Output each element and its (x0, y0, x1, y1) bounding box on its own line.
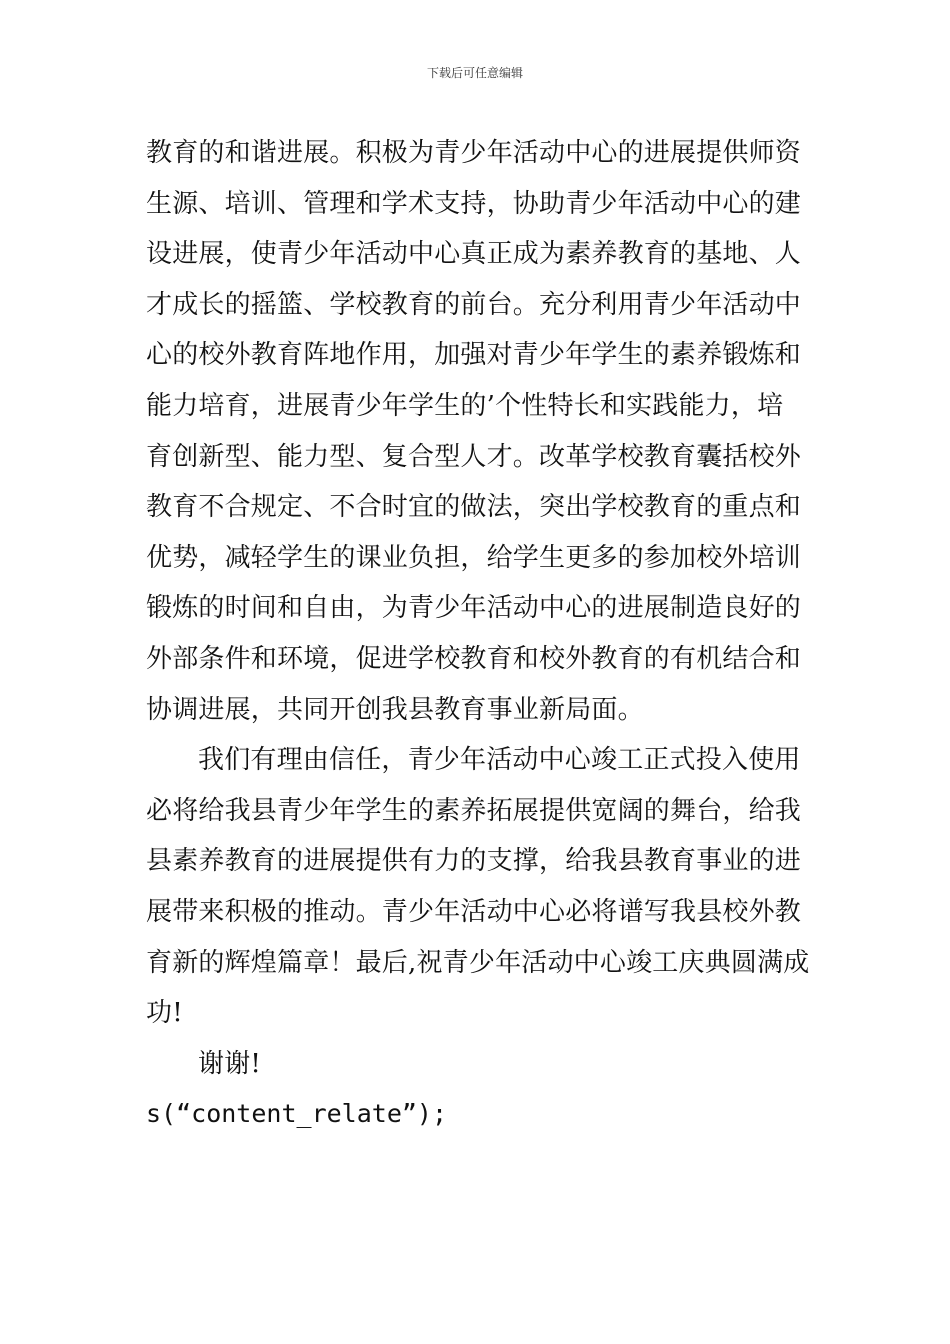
paragraph-line: 县素养教育的进展提供有力的支撑，给我县教育事业的进 (146, 846, 802, 877)
paragraph-line: 锻炼的时间和自由，为青少年活动中心的进展制造良好的 (146, 593, 802, 624)
paragraph-line: 心的校外教育阵地作用，加强对青少年学生的素养锻炼和 (146, 340, 802, 371)
document-body (146, 128, 808, 1140)
page-header: 下载后可任意编辑 (426, 66, 523, 80)
paragraph-line: 育新的辉煌篇章！最后,祝青少年活动中心竣工庆典圆满成 (146, 947, 810, 978)
script-residue-text: s(“content_relate”); (146, 1099, 448, 1129)
paragraph-line: 教育不合规定、不合时宜的做法，突出学校教育的重点和 (146, 492, 802, 523)
paragraph-line: 设进展，使青少年活动中心真正成为素养教育的基地、人 (146, 239, 802, 270)
paragraph-line: 优势，减轻学生的课业负担，给学生更多的参加校外培训 (146, 542, 802, 573)
paragraph-line: 外部条件和环境，促进学校教育和校外教育的有机结合和 (146, 643, 802, 674)
paragraph-line: 才成长的摇篮、学校教育的前台。充分利用青少年活动中 (146, 289, 802, 320)
paragraph-line: 生源、培训、管理和学术支持，协助青少年活动中心的建 (146, 188, 802, 219)
paragraph-line: 教育的和谐进展。积极为青少年活动中心的进展提供师资 (146, 138, 802, 168)
closing-thanks: 谢谢! (198, 1048, 262, 1079)
paragraph-line: 协调进展，共同开创我县教育事业新局面。 (146, 694, 644, 725)
paragraph-line: 功! (146, 998, 183, 1029)
paragraph-line: 育创新型、能力型、复合型人才。改革学校教育囊括校外 (146, 441, 802, 472)
paragraph-line: 我们有理由信任，青少年活动中心竣工正式投入使用 (198, 745, 801, 776)
paragraph-line: 能力培育，进展青少年学生的’个性特长和实践能力，培 (146, 390, 784, 421)
paragraph-line: 展带来积极的推动。青少年活动中心必将谱写我县校外教 (146, 896, 802, 927)
paragraph-line: 必将给我县青少年学生的素养拓展提供宽阔的舞台，给我 (146, 795, 802, 826)
